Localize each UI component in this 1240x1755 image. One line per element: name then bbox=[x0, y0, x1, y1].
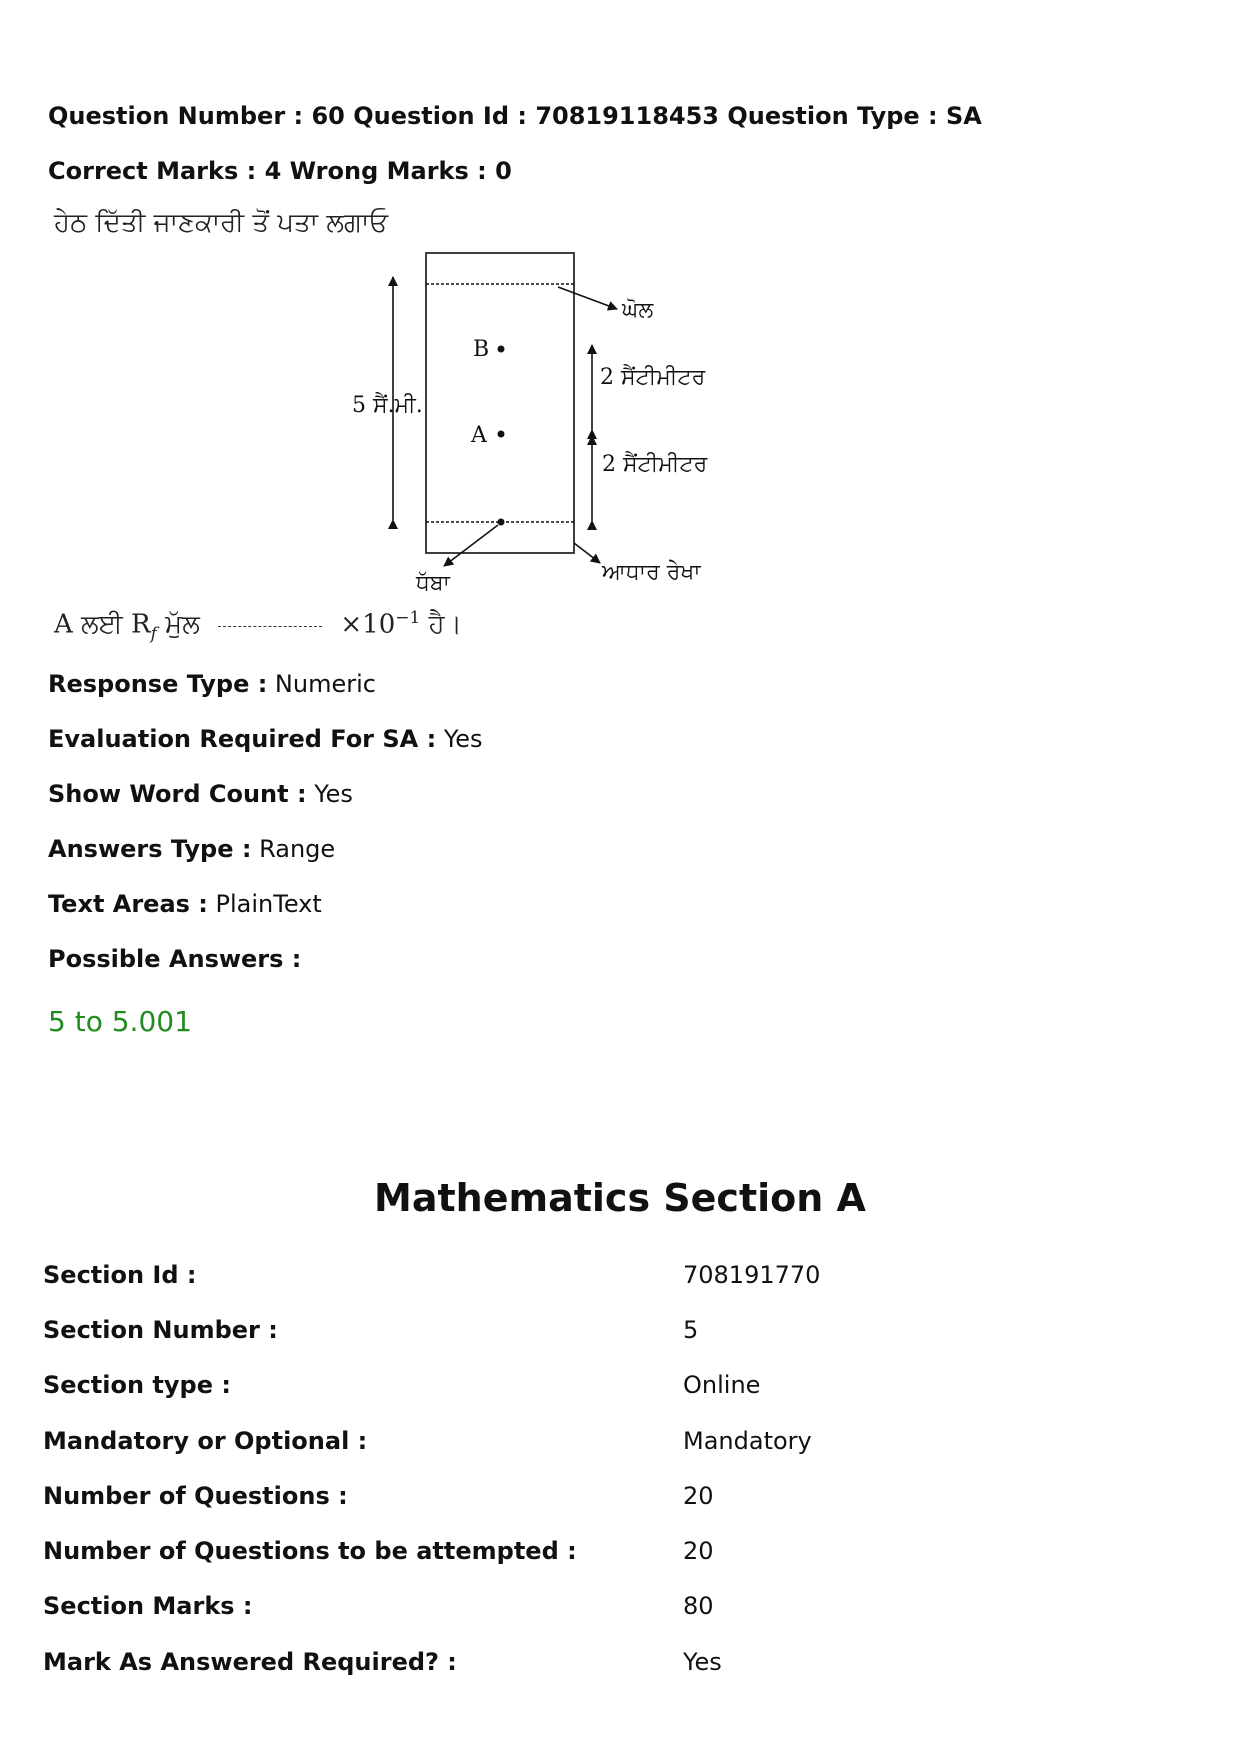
solvent-pointer-arrow bbox=[558, 287, 617, 309]
meta-label: Show Word Count : bbox=[48, 780, 307, 808]
point-b-label: B bbox=[473, 337, 490, 362]
baseline-pointer-arrow bbox=[574, 543, 600, 563]
section-id-label: Section Id : bbox=[43, 1261, 197, 1289]
spot-pointer-arrow bbox=[444, 525, 498, 566]
meta-label: Text Areas : bbox=[48, 890, 208, 918]
evaluation-required-row bbox=[48, 725, 483, 753]
answer-blank bbox=[218, 626, 322, 627]
paper-strip bbox=[426, 253, 574, 553]
meta-value: Range bbox=[251, 835, 336, 863]
answers-type-row bbox=[48, 835, 335, 863]
text-areas-row bbox=[48, 890, 322, 918]
baseline-label: ਆਧਾਰ ਰੇਖਾ bbox=[602, 560, 701, 585]
response-type-row bbox=[48, 670, 376, 698]
point-a-label: A bbox=[471, 423, 487, 448]
section-number-value: 5 bbox=[683, 1316, 699, 1344]
meta-label: Evaluation Required For SA : bbox=[48, 725, 437, 753]
fill-prefix-b: ਮੁੱਲ bbox=[165, 609, 200, 640]
question-instruction: ਹੇਠ ਦਿੱਤੀ ਜਾਣਕਾਰੀ ਤੋਂ ਪਤਾ ਲਗਾਓ bbox=[54, 208, 389, 238]
fill-subscript: f bbox=[150, 623, 157, 644]
mandatory-label: Mandatory or Optional : bbox=[43, 1427, 368, 1455]
point-a-dot bbox=[498, 431, 505, 438]
fill-times: ×10 bbox=[340, 609, 396, 640]
fill-in-question bbox=[54, 608, 462, 644]
num-attempted-value: 20 bbox=[683, 1537, 714, 1565]
num-attempted-label: Number of Questions to be attempted : bbox=[43, 1537, 577, 1565]
meta-label: Possible Answers : bbox=[48, 945, 302, 973]
meta-label: Answers Type : bbox=[48, 835, 252, 863]
fill-exponent: −1 bbox=[395, 608, 421, 628]
meta-value: PlainText bbox=[207, 890, 322, 918]
meta-value: Yes bbox=[306, 780, 353, 808]
possible-answer-value: 5 to 5.001 bbox=[48, 1005, 192, 1038]
section-marks-label: Section Marks : bbox=[43, 1592, 253, 1620]
solvent-label: ਘੋਲ bbox=[622, 298, 654, 323]
chromatography-figure bbox=[340, 245, 740, 610]
section-marks-value: 80 bbox=[683, 1592, 714, 1620]
section-type-label: Section type : bbox=[43, 1371, 231, 1399]
section-title: Mathematics Section A bbox=[374, 1176, 866, 1220]
num-questions-label: Number of Questions : bbox=[43, 1482, 348, 1510]
question-header: Question Number : 60 Question Id : 70819118453 Question Type : SA bbox=[48, 102, 982, 130]
fill-prefix-a: A ਲਈ R bbox=[54, 609, 151, 640]
num-questions-value: 20 bbox=[683, 1482, 714, 1510]
lower-gap-label: 2 ਸੈਂਟੀਮੀਟਰ bbox=[602, 452, 708, 477]
section-number-label: Section Number : bbox=[43, 1316, 278, 1344]
meta-label: Response Type : bbox=[48, 670, 268, 698]
mark-answered-value: Yes bbox=[683, 1648, 722, 1676]
section-id-value: 708191770 bbox=[683, 1261, 821, 1289]
meta-value: Yes bbox=[436, 725, 483, 753]
upper-gap-label: 2 ਸੈਂਟੀਮੀਟਰ bbox=[600, 365, 706, 390]
possible-answers-row bbox=[48, 945, 301, 973]
question-marks: Correct Marks : 4 Wrong Marks : 0 bbox=[48, 157, 512, 185]
section-type-value: Online bbox=[683, 1371, 761, 1399]
point-b-dot bbox=[498, 346, 505, 353]
show-word-count-row bbox=[48, 780, 353, 808]
meta-value: Numeric bbox=[267, 670, 376, 698]
mark-answered-label: Mark As Answered Required? : bbox=[43, 1648, 457, 1676]
mandatory-value: Mandatory bbox=[683, 1427, 812, 1455]
total-height-label: 5 ਸੈਂ.ਮੀ. bbox=[352, 393, 423, 418]
spot-dot bbox=[498, 519, 505, 526]
fill-suffix: ਹੈ। bbox=[428, 609, 463, 640]
spot-label: ਧੱਬਾ bbox=[416, 571, 450, 596]
